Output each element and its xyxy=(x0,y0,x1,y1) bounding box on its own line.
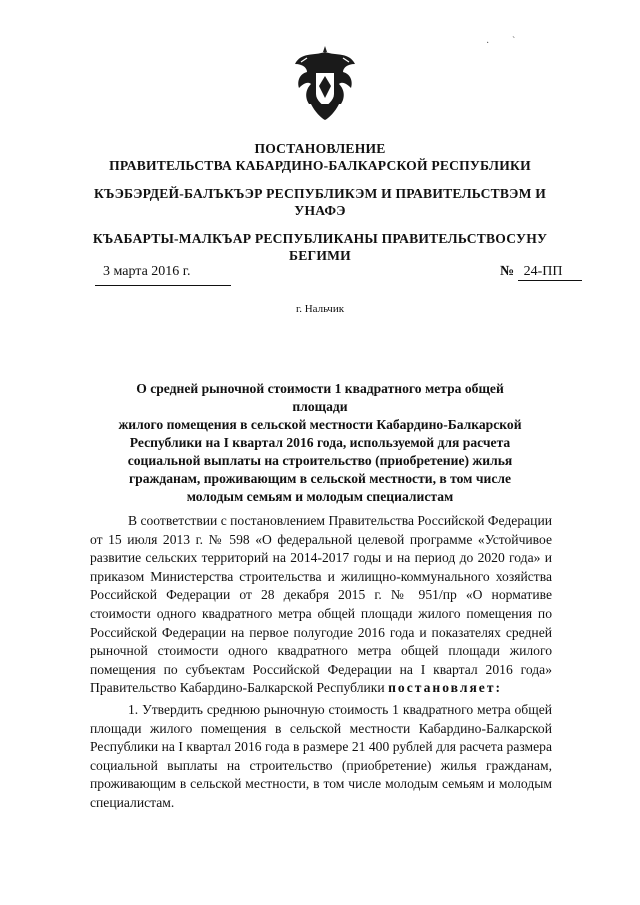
preamble-text: В соответствии с постановлением Правительства Российской Федерации от 15 июля 2013 г. № 598 «О федеральной целевой программе «Устойчивое развитие сельских территорий на 2014-2017 годы и на период до 2020 года» и приказом Министерства строительства и жилищно-коммунального хозяйства Российской Федерации от 28 декабря 2015 г. № 951/пр «О нормативе стоимости одного квадратного метра общей площади жилого помещения по Российской Федерации на первое полугодие 2016 года и показателях средней рыночной стоимости одного квадратного метра общей площади жилого помещения по субъектам Российской Федерации на I квартал 2016 года» Правительство Кабардино-Балкарской Республики xyxy=(90,513,552,696)
government-name-balkar-cont: БЕГИМИ xyxy=(289,248,351,263)
doc-type-heading: ПОСТАНОВЛЕНИЕ xyxy=(254,141,386,156)
government-name-kabardian: КЪЭБЭРДЕЙ-БАЛЪКЪЭР РЕСПУБЛИКЭМ И ПРАВИТЕЛЬСТВЭМ И xyxy=(93,186,547,201)
government-name-balkar: КЪАБАРТЫ-МАЛКЪАР РЕСПУБЛИКАНЫ ПРАВИТЕЛЬСТВОСУНУ xyxy=(92,231,548,246)
document-title xyxy=(118,380,522,506)
government-name-ru: ПРАВИТЕЛЬСТВА КАБАРДИНО-БАЛКАРСКОЙ РЕСПУБЛИКИ xyxy=(109,158,531,173)
government-name-kabardian-cont: УНАФЭ xyxy=(294,203,346,218)
title-line: гражданам, проживающим в сельской местности, в том числе xyxy=(128,471,512,486)
title-line: Республики на I квартал 2016 года, используемой для расчета xyxy=(129,435,511,450)
preamble-paragraph xyxy=(90,512,552,698)
clause-1-paragraph: 1. Утвердить среднюю рыночную стоимость 1 квадратного метра общей площади жилого помещения в сельской местности Кабардино-Балкарской Республики на I квартал 2016 года в размере 21 400 рублей для расчета размера социальной выплаты на строительство (приобретение) жилья гражданам, проживающим в сельской местности, в том числе молодым семьям и молодым специалистам. xyxy=(90,702,552,810)
scan-mark: ˋ xyxy=(512,36,516,47)
scan-mark: · xyxy=(486,38,490,49)
title-line: молодым семьям и молодым специалистам xyxy=(186,489,454,504)
coat-of-arms-emblem-icon xyxy=(293,42,357,122)
document-number xyxy=(500,264,582,281)
title-line: жилого помещения в сельской местности Кабардино-Балкарской xyxy=(118,417,522,432)
number-sign: № xyxy=(500,264,515,279)
title-line: О средней рыночной стоимости 1 квадратного метра общей площади xyxy=(136,381,504,414)
title-line: социальной выплаты на строительство (приобретение) жилья xyxy=(127,453,513,468)
resolution-keyword: постановляет: xyxy=(388,680,503,696)
number-value: 24-ПП xyxy=(518,264,582,281)
document-date: 3 марта 2016 г. xyxy=(95,264,231,286)
city-name: г. Нальчик xyxy=(295,303,345,315)
